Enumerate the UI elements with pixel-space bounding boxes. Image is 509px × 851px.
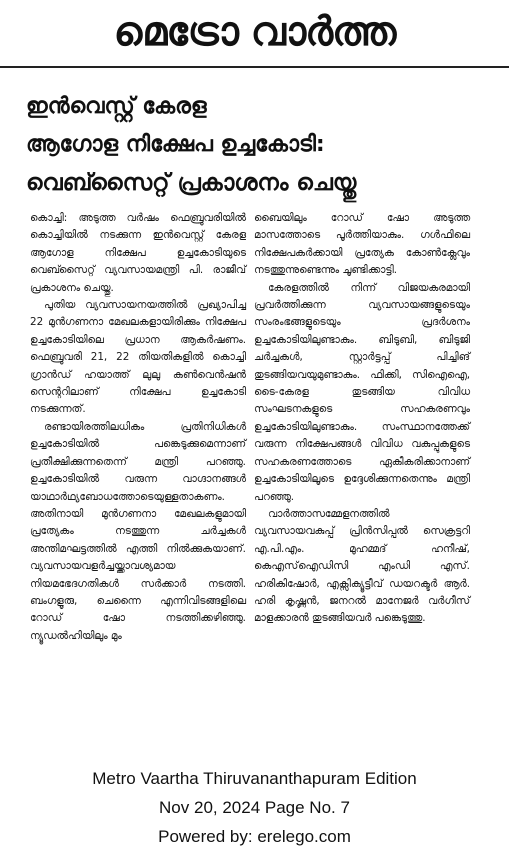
headline-line-3: വെബ്സൈറ്റ് പ്രകാശനം ചെയ്തു — [26, 170, 357, 196]
article-column-left — [30, 210, 246, 645]
masthead-title: മെട്രോ വാർത്ത — [113, 9, 396, 55]
article-paragraph: പുതിയ വ്യവസായനയത്തിൽ പ്രഖ്യാപിച്ച 22 മുൻഗണനാ മേഖലകളായിരിക്കും നിക്ഷേപ ഉച്ചകോടിയിലെ പ്രധാന ആകർഷണം. ഫെബ്രുവരി 21, 22 തിയതികളിൽ കൊച്ചി ഗ്രാൻഡ് ഹയാത്ത് ലുലു കൺവെൻഷൻ സെന്ററിലാണ് നിക്ഷേപ ഉച്ചകോടി നടക്കുന്നത്. — [30, 299, 246, 416]
headline-line-2: ആഗോള നിക്ഷേപ ഉച്ചകോടി: — [26, 132, 325, 157]
edition-name: Metro Vaartha Thiruvananthapuram Edition — [92, 769, 417, 788]
article-paragraph: രണ്ടായിരത്തിലധികം പ്രതിനിധികൾ ഉച്ചകോടിയിൽ പങ്കെടുക്കുമെന്നാണ് പ്രതീക്ഷിക്കുന്നതെന്ന് മന്ത്രി പറഞ്ഞു. ഉച്ചകോടിയിൽ വരുന്ന വാഗ്ദാനങ്ങൾ യാഥാർഥ്യബോധത്തോടെയുള്ളതാകണം. അതിനായി മുൻഗണനാ മേഖലകളുമായി പ്രത്യേകം നടത്തുന്ന ചർച്ചകൾ അന്തിമഘട്ടത്തിൽ എത്തി നിൽക്കുകയാണ്. വ്യവസായവളർച്ചയ്ക്കാവശ്യമായ നിയമഭേദഗതികൾ സർക്കാർ നടത്തി. ബംഗളൂരു, ചെന്നൈ എന്നിവിടങ്ങളിലെ റോഡ് ഷോ നടത്തിക്കഴിഞ്ഞു. ന്യൂഡൽഹിയിലും മും — [30, 420, 246, 642]
article-paragraph: ബൈയിലും റോഡ് ഷോ അടുത്ത മാസത്തോടെ പൂർത്തിയാകും. ഗൾഫിലെ നിക്ഷേപകർക്കായി പ്രത്യേക കോൺക്ലേവും നടത്തുന്നുണ്ടെന്നും ചൂണ്ടിക്കാട്ടി. — [254, 212, 470, 277]
edition-footer — [0, 764, 509, 851]
headline-line-1: ഇൻവെസ്റ്റ് കേരള — [26, 94, 207, 119]
article-paragraph: വാർത്താസമ്മേളനത്തിൽ വ്യവസായവകുപ്പ് പ്രിൻസിപ്പൽ സെക്രട്ടറി എ.പി.എം. മുഹമ്മദ് ഹനീഷ്, കെഎസ്ഐഡിസി എംഡി എസ്. ഹരികിഷോർ, എക്സിക്യൂട്ടീവ് ഡയറക്ടർ ആർ. ഹരി കൃഷ്ണൻ, ജനറൽ മാനേജർ വർഗീസ് മാളക്കാരൻ തുടങ്ങിയവർ പങ്കെടുത്തു. — [254, 507, 470, 625]
masthead-divider — [0, 66, 509, 68]
article-paragraph: കൊച്ചി: അടുത്ത വർഷം ഫെബ്രുവരിയിൽ കൊച്ചിയിൽ നടക്കുന്ന ഇൻവെസ്റ്റ് കേരള ആഗോള നിക്ഷേപ ഉച്ചകോടിയുടെ വെബ്സൈറ്റ് വ്യവസായമന്ത്രി പി. രാജീവ് പ്രകാശനം ചെയ്തു. — [30, 212, 246, 294]
article-headline — [26, 88, 496, 202]
edition-date-page: Nov 20, 2024 Page No. 7 — [159, 798, 350, 817]
article-column-right — [254, 210, 470, 628]
powered-by-credit: Powered by: erelego.com — [158, 827, 351, 846]
article-paragraph: കേരളത്തിൽ നിന്ന് വിജയകരമായി പ്രവർത്തിക്കുന്ന വ്യവസായങ്ങളുടെയും സംരംഭങ്ങളുടെയും പ്രദർശനം ഉച്ചകോടിയിലുണ്ടാകും. ബിടുബി, ബിടുജി ചർച്ചകൾ, സ്റ്റാർട്ടപ്പ് പിച്ചിങ് തുടങ്ങിയവയുമുണ്ടാകും. ഫിക്കി, സിഐഐ, ടൈ-കേരള തുടങ്ങിയ വിവിധ സംഘടനകളുടെ സഹകരണവും ഉച്ചകോടിയിലുണ്ടാകും. സംസ്ഥാനത്തേക്ക് വരുന്ന നിക്ഷേപങ്ങൾ വിവിധ വകുപ്പുകളുടെ സഹകരണത്തോടെ ഏകീകരിക്കാനാണ് ഉച്ചകോടിയിലൂടെ ഉദ്ദേശിക്കുന്നതെന്നും മന്ത്രി പറഞ്ഞു. — [254, 281, 470, 503]
